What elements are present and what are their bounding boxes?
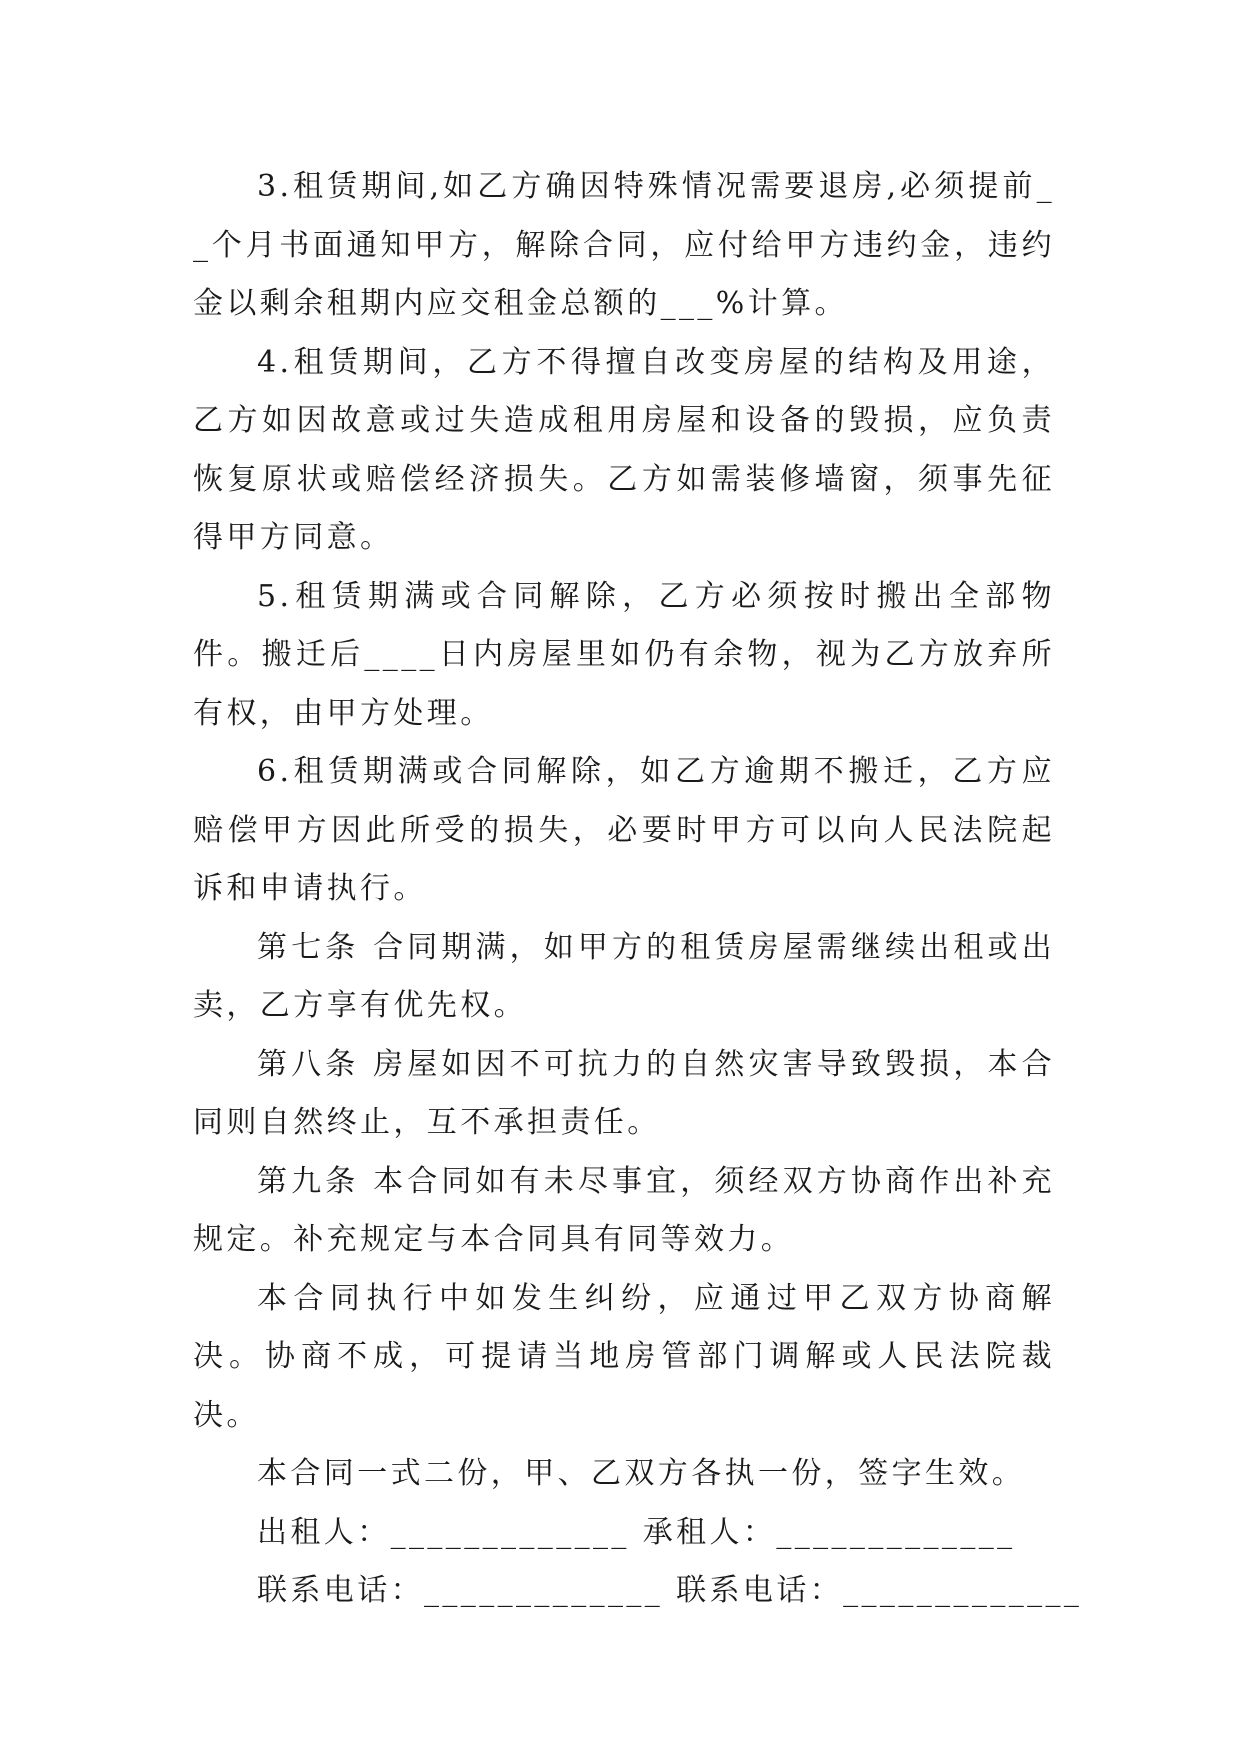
clause-6-overdue-move: 6.租赁期满或合同解除，如乙方逾期不搬迁，乙方应赔偿甲方因此所受的损失，必要时甲方可以向人民法院起诉和申请执行。 [193,754,1055,906]
clause-3-early-termination: 3.租赁期间,如乙方确因特殊情况需要退房,必须提前__个月书面通知甲方，解除合同，应付给甲方违约金，违约金以剩余租期内应交租金总额的___%计算。 [193,169,1055,321]
copies-paragraph: 本合同一式二份，甲、乙双方各执一份，签字生效。 [257,1456,1026,1491]
clause-4-structure-use: 4.租赁期间，乙方不得擅自改变房屋的结构及用途，乙方如因故意或过失造成租用房屋和设备的毁损，应负责恢复原状或赔偿经济损失。乙方如需装修墙窗，须事先征得甲方同意。 [193,344,1055,555]
article-9-supplement: 第九条 本合同如有未尽事宜，须经双方协商作出补充规定。补充规定与本合同具有同等效力。 [193,1163,1055,1257]
clause-5-move-out: 5.租赁期满或合同解除，乙方必须按时搬出全部物件。搬迁后____日内房屋里如仍有余物，视为乙方放弃所有权，由甲方处理。 [193,578,1055,731]
signature-phone-line: 联系电话：_____________ 联系电话：_____________ [257,1573,1083,1608]
signature-lessor-lessee-line: 出租人：_____________ 承租人：_____________ [257,1514,1016,1550]
contract-page [193,158,1083,1621]
article-7-priority: 第七条 合同期满，如甲方的租赁房屋需继续出租或出卖，乙方享有优先权。 [193,929,1055,1023]
dispute-resolution-paragraph: 本合同执行中如发生纠纷，应通过甲乙双方协商解决。协商不成，可提请当地房管部门调解或人民法院裁决。 [193,1280,1055,1433]
article-8-force-majeure: 第八条 房屋如因不可抗力的自然灾害导致毁损，本合同则自然终止，互不承担责任。 [193,1046,1055,1140]
